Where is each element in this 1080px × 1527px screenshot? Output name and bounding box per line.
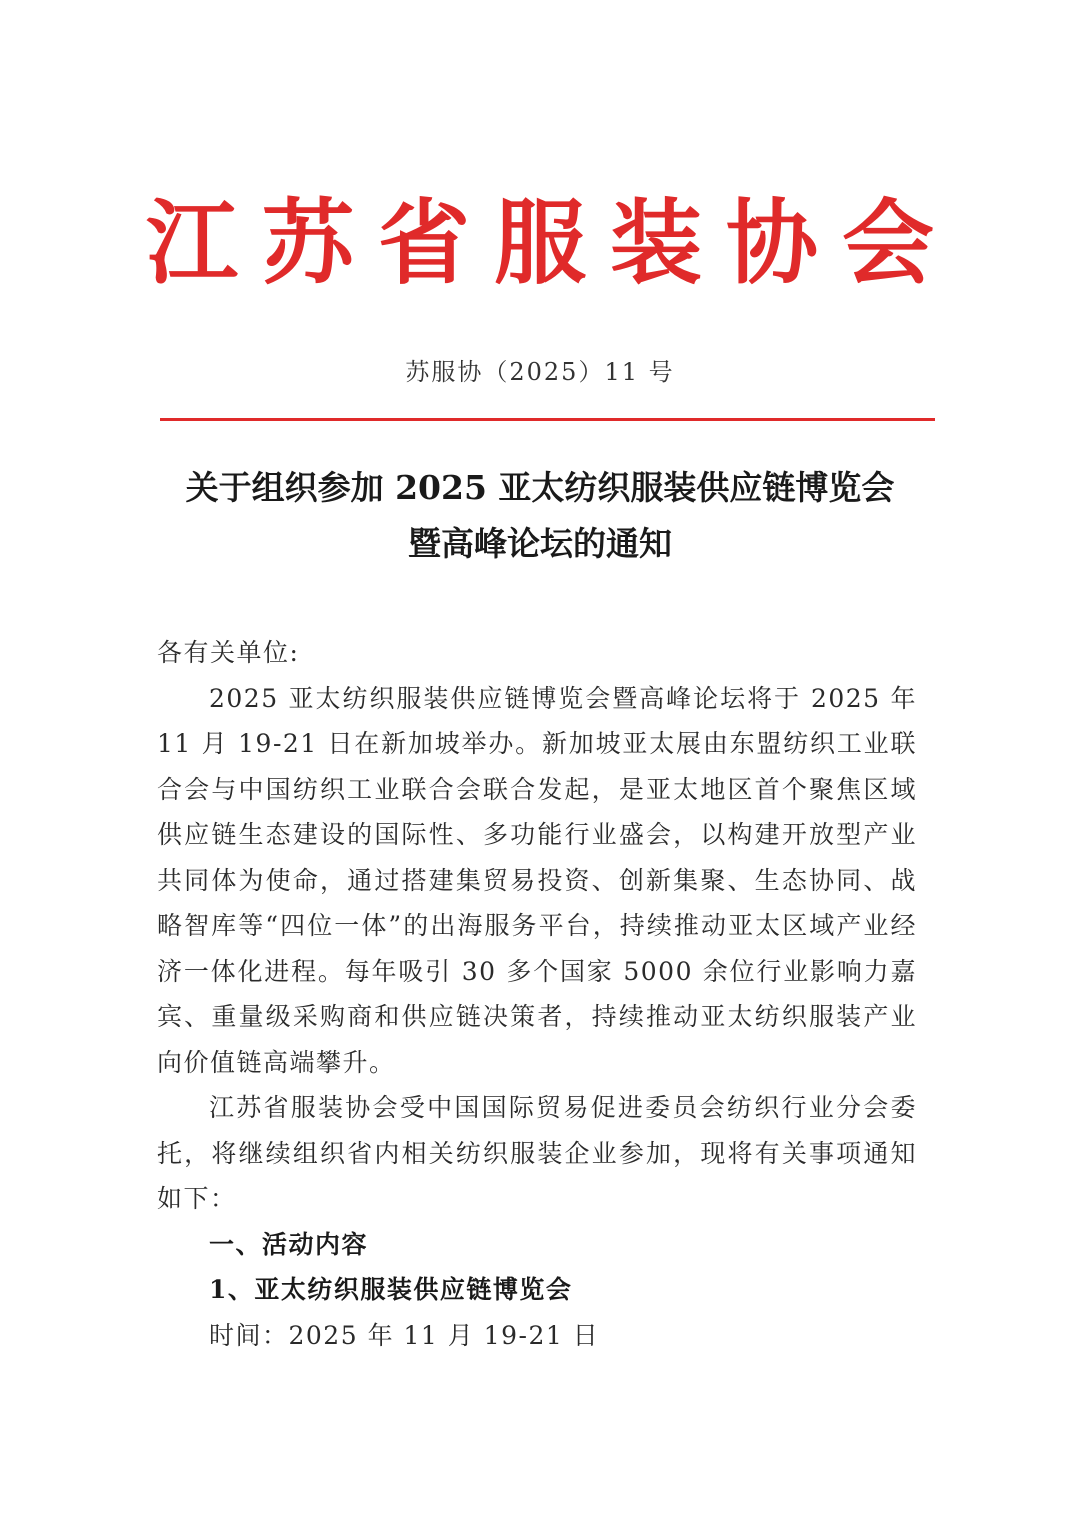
notice-body bbox=[157, 630, 917, 1358]
notice-title bbox=[100, 460, 980, 572]
document-number: 苏服协（2025）11 号 bbox=[405, 358, 675, 386]
notice-title-line2: 暨高峰论坛的通知 bbox=[408, 524, 672, 563]
red-divider-line bbox=[160, 418, 935, 421]
salutation: 各有关单位: bbox=[157, 638, 300, 667]
paragraph-intro: 2025 亚太纺织服装供应链博览会暨高峰论坛将于 2025 年 11 月 19-21 日在新加坡举办。新加坡亚太展由东盟纺织工业联合会与中国纺织工业联合会联合发起，是亚太地区首个聚焦区域供应链生态建设的国际性、多功能行业盛会，以构建开放型产业共同体为使命，通过搭建集贸易投资、创新集聚、生态协同、战略智库等“四位一体”的出海服务平台，持续推动亚太区域产业经济一体化进程。每年吸引 30 多个国家 5000 余位行业影响力嘉宾、重量级采购商和供应链决策者，持续推动亚太纺织服装产业向价值链高端攀升。 bbox=[157, 683, 917, 1077]
subsection-heading-expo: 1、亚太纺织服装供应链博览会 bbox=[209, 1275, 573, 1304]
section-heading-activities: 一、活动内容 bbox=[209, 1229, 369, 1259]
notice-title-line1: 关于组织参加 2025 亚太纺织服装供应链博览会 bbox=[185, 468, 895, 507]
masthead-org-name: 江苏省服装协会 bbox=[145, 189, 958, 297]
expo-time: 时间：2025 年 11 月 19-21 日 bbox=[209, 1320, 600, 1350]
paragraph-organizer: 江苏省服装协会受中国国际贸易促进委员会纺织行业分会委托，将继续组织省内相关纺织服装企业参加，现将有关事项通知如下： bbox=[157, 1093, 917, 1213]
